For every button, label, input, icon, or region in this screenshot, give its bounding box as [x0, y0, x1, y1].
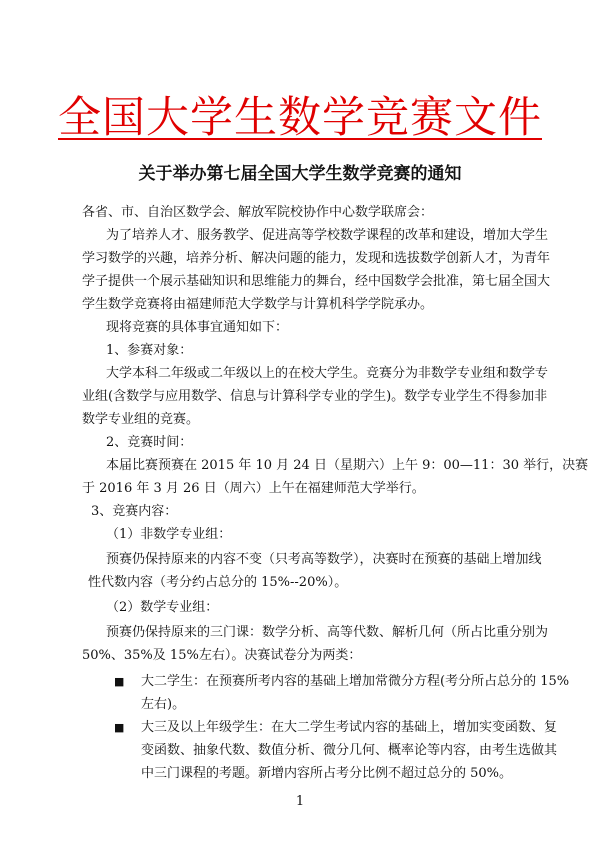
bullet-line: 中三门课程的考题。新增内容所占考分比例不超过总分的 50%。	[141, 766, 513, 781]
subsection-line: 预赛仍保持原来的三门课：数学分析、高等代数、解析几何（所占比重分别为	[106, 625, 549, 640]
subsection-heading: （1）非数学专业组：	[106, 527, 232, 542]
section-line: 数学专业组的竞赛。	[82, 412, 200, 427]
lead-paragraph: 现将竞赛的具体事宜通知如下：	[106, 320, 289, 335]
intro-line: 学子提供一个展示基础知识和思维能力的舞台，经中国数学会批准，第七届全国大	[82, 274, 551, 289]
notice-title: 关于举办第七届全国大学生数学竞赛的通知	[138, 164, 462, 184]
section-line: 本届比赛预赛在 2015 年 10 月 24 日（星期六）上午 9：00—11：30 举行，决赛	[106, 458, 589, 473]
section-line: 大学本科二年级或二年级以上的在校大学生。竞赛分为非数学专业组和数学专	[106, 366, 549, 381]
square-bullet-icon: ■	[114, 675, 125, 688]
page-number: 1	[295, 794, 305, 809]
intro-line: 学生数学竞赛将由福建师范大学数学与计算机科学学院承办。	[82, 297, 434, 312]
section-heading: 3、竞赛内容：	[91, 504, 178, 519]
subsection-heading: （2）数学专业组：	[106, 600, 219, 615]
intro-line: 学习数学的兴趣，培养分析、解决问题的能力，发现和选拔数学创新人才，为青年	[82, 251, 551, 266]
section-line: 于 2016 年 3 月 26 日（周六）上午在福建师范大学举行。	[82, 481, 425, 496]
bullet-line: 大二学生：在预赛所考内容的基础上增加常微分方程(考分所占总分的 15%	[141, 674, 570, 689]
bullet-line: 大三及以上年级学生：在大二学生考试内容的基础上，增加实变函数、复	[141, 720, 558, 735]
section-line: 业组(含数学与应用数学、信息与计算科学专业的学生)。数学专业学生不得参加非	[82, 389, 548, 404]
subsection-line: 性代数内容（考分约占总分的 15%--20%）。	[88, 575, 348, 590]
bullet-line: 变函数、抽象代数、数值分析、微分几何、概率论等内容，由考生选做其	[141, 743, 558, 758]
salutation: 各省、市、自治区数学会、解放军院校协作中心数学联席会：	[82, 205, 434, 220]
document-header	[0, 84, 600, 145]
subsection-line: 50%、35%及 15%左右）。决赛试卷分为两类：	[82, 648, 362, 663]
intro-line: 为了培养人才、服务教学、促进高等学校数学课程的改革和建设，增加大学生	[106, 228, 549, 243]
square-bullet-icon: ■	[114, 721, 125, 734]
subsection-line: 预赛仍保持原来的内容不变（只考高等数学），决赛时在预赛的基础上增加线	[106, 552, 542, 567]
section-heading: 2、竞赛时间：	[106, 435, 193, 450]
bullet-line: 左右)。	[141, 697, 186, 712]
section-heading: 1、参赛对象：	[106, 343, 193, 358]
document-header-text: 全国大学生数学竞赛文件	[58, 93, 542, 143]
